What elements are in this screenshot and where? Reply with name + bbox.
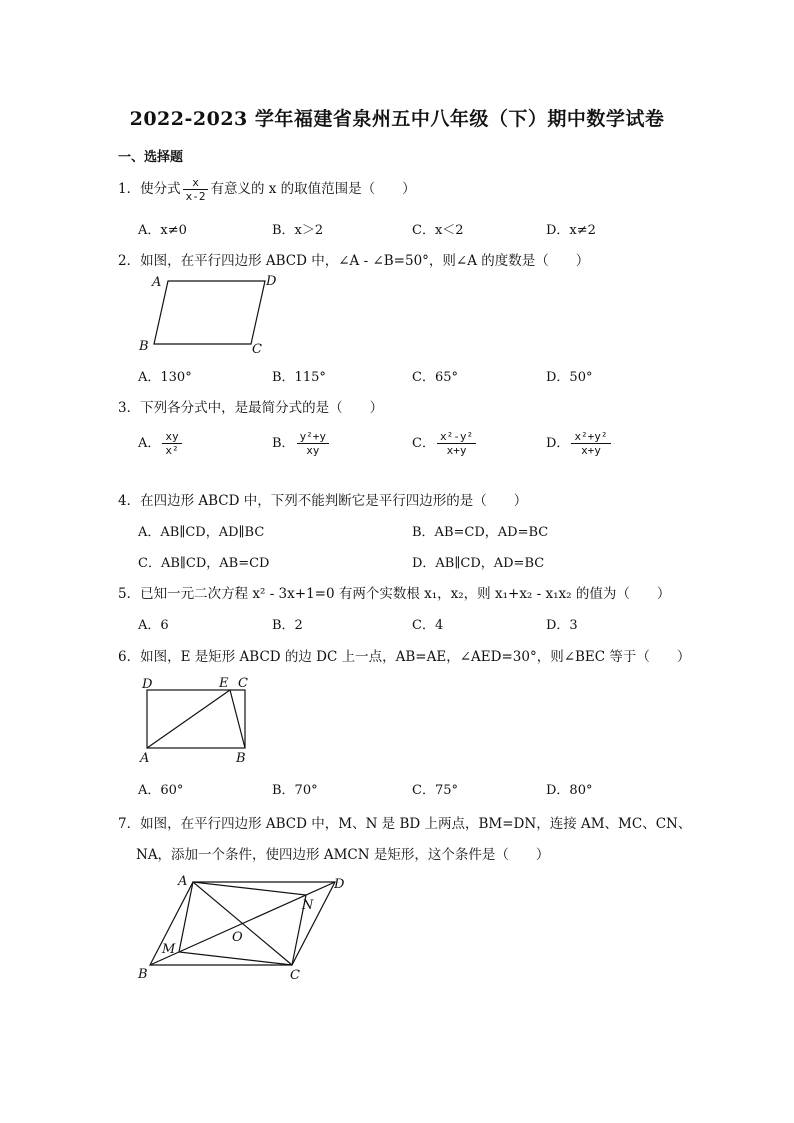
q6-option-a: A．60° (138, 783, 184, 798)
fraction-denominator: x-2 (185, 190, 206, 203)
q1-option-a: A．x≠0 (138, 223, 187, 238)
label-a: A (140, 751, 150, 766)
label-e: E (219, 676, 229, 691)
q3-option-c (412, 430, 478, 457)
label-b: B (236, 751, 246, 766)
question-6: 6．如图，E 是矩形 ABCD 的边 DC 上一点，AB=AE，∠AED=30°，则∠BEC 等于（ ） (118, 649, 691, 665)
label-c: C (290, 968, 300, 983)
fraction-numerator: xy (162, 430, 181, 444)
label-m: M (162, 942, 176, 957)
fraction-numerator: x²-y² (437, 430, 476, 444)
q6-option-c: C．75° (412, 783, 458, 798)
option-letter: A． (138, 436, 161, 451)
label-b: B (138, 967, 148, 982)
label-d: D (334, 877, 345, 892)
section-heading: 一、选择题 (118, 150, 184, 165)
option-letter: D． (546, 436, 570, 451)
label-d: D (266, 274, 277, 289)
q5-option-c: C．4 (412, 618, 444, 633)
q4-option-c: C．AB∥CD，AB=CD (138, 556, 270, 571)
q6-rectangle-figure (139, 676, 248, 766)
segment-ae (147, 690, 230, 748)
diagonal-ac (193, 882, 292, 965)
label-a: A (178, 874, 188, 889)
q4-option-b: B．AB=CD，AD=BC (412, 525, 549, 540)
q2-parallelogram-figure (138, 274, 277, 357)
q2-option-d: D．50° (546, 370, 593, 385)
label-c: C (238, 676, 248, 691)
q1-option-c: C．x＜2 (412, 223, 464, 238)
q2-option-a: A．130° (138, 370, 192, 385)
option-letter: C． (412, 436, 435, 451)
parallelogram-shape (154, 281, 265, 344)
fraction-numerator: x²+y² (571, 430, 610, 444)
option-fraction (437, 430, 476, 457)
label-a: A (152, 275, 162, 290)
question-3: 3．下列各分式中，是最简分式的是（ ） (118, 400, 384, 416)
fraction-denominator: xy (306, 444, 320, 457)
fraction-numerator: x (183, 176, 209, 190)
q4-option-a: A．AB∥CD，AD∥BC (138, 525, 265, 540)
fraction-denominator: x+y (581, 444, 601, 457)
rectangle-shape (147, 690, 245, 748)
label-d: D (142, 677, 153, 692)
q2-option-c: C．65° (412, 370, 458, 385)
option-fraction (297, 430, 330, 457)
option-letter: B． (272, 436, 295, 451)
q5-option-b: B．2 (272, 618, 303, 633)
question-7-line-2: NA，添加一个条件，使四边形 AMCN 是矩形，这个条件是（ ） (136, 847, 550, 863)
question-7-line-1: 7．如图，在平行四边形 ABCD 中，M、N 是 BD 上两点，BM=DN，连接 AM、MC、CN、 (118, 816, 692, 832)
fraction-denominator: x+y (446, 444, 467, 457)
label-n: N (302, 898, 314, 913)
q7-parallelogram-figure (137, 874, 345, 983)
q6-option-b: B．70° (272, 783, 318, 798)
fraction-denominator: x² (165, 444, 179, 457)
option-fraction (162, 430, 181, 457)
q2-option-b: B．115° (272, 370, 326, 385)
fraction-numerator: y²+y (297, 430, 330, 444)
q4-option-d: D．AB∥CD，AD=BC (412, 556, 545, 571)
q3-option-a (138, 430, 184, 457)
label-o: O (232, 930, 243, 945)
question-1-suffix: 有意义的 x 的取值范围是（ ） (210, 181, 416, 197)
question-4: 4．在四边形 ABCD 中，下列不能判断它是平行四边形的是（ ） (118, 493, 528, 509)
question-1-prefix: 1．使分式 (118, 181, 181, 197)
label-c: C (252, 342, 262, 357)
q3-option-d (546, 430, 613, 457)
label-b: B (139, 339, 149, 354)
question-2: 2．如图，在平行四边形 ABCD 中，∠A - ∠B=50°，则∠A 的度数是（ ） (118, 253, 590, 269)
q6-option-d: D．80° (546, 783, 593, 798)
q1-option-d: D．x≠2 (546, 223, 596, 238)
option-fraction (571, 430, 610, 457)
q5-option-a: A．6 (138, 618, 169, 633)
q1-option-b: B．x＞2 (272, 223, 324, 238)
q3-option-b (272, 430, 331, 457)
segment-eb (230, 690, 245, 748)
q5-option-d: D．3 (546, 618, 578, 633)
exam-title: 2022-2023 学年福建省泉州五中八年级（下）期中数学试卷 (129, 108, 665, 130)
question-5: 5．已知一元二次方程 x² - 3x+1=0 有两个实数根 x₁，x₂，则 x₁+x₂ - x₁x₂ 的值为（ ） (118, 586, 671, 602)
